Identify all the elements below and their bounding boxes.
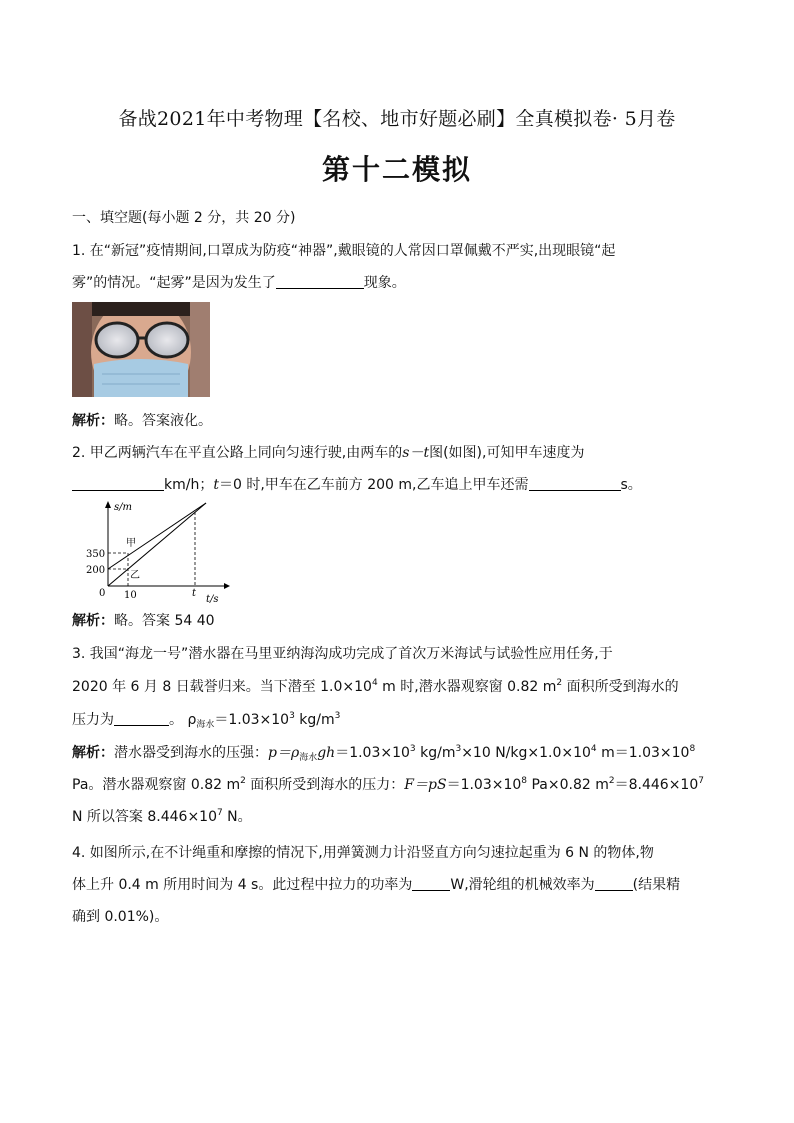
page-title: 第十二模拟 bbox=[321, 153, 472, 186]
y-axis-arrow bbox=[105, 501, 111, 508]
q3-a1-exp3: 4 bbox=[590, 744, 597, 754]
q3-a3-exp: 7 bbox=[217, 808, 223, 818]
q3-line2 bbox=[72, 676, 732, 696]
label-yi: 乙 bbox=[130, 570, 140, 581]
q1-analysis-text: 略。答案液化。 bbox=[114, 413, 212, 429]
line-yi bbox=[108, 503, 206, 586]
masked-glasses-photo bbox=[72, 302, 210, 397]
q2-answer-blank-1[interactable] bbox=[72, 476, 164, 491]
q4-answer-blank-1[interactable] bbox=[412, 876, 450, 891]
q4-text-b: W,滑轮组的机械效率为 bbox=[450, 877, 595, 893]
q3-a2-d: Pa×0.82 m bbox=[527, 777, 609, 793]
q3-a2-exp3: 2 bbox=[608, 776, 615, 786]
q1-text-a: 雾”的情况。“起雾”是因为发生了 bbox=[72, 275, 276, 291]
q3-a1-exp2: 3 bbox=[455, 744, 462, 754]
q4-text-a: 体上升 0.4 m 所用时间为 4 s。此过程中拉力的功率为 bbox=[72, 877, 413, 893]
y-axis-label: s/m bbox=[114, 502, 132, 513]
section-heading: 一、填空题(每小题 2 分，共 20 分) bbox=[72, 210, 296, 226]
q2-line2 bbox=[72, 474, 732, 494]
q3-a2-b: 面积所受到海水的压力： bbox=[245, 777, 405, 793]
q3-text-d: 压力为 bbox=[72, 712, 114, 728]
q3-a1-exp1: 3 bbox=[409, 744, 416, 754]
q3-a2-exp4: 7 bbox=[698, 776, 704, 786]
q2-text-c: km/h； bbox=[164, 477, 214, 493]
q2-text-d: ＝0 时,甲车在乙车前方 200 m,乙车追上甲车还需 bbox=[218, 477, 529, 493]
q3-a1-a: 潜水器受到海水的压强： bbox=[114, 745, 268, 761]
q3-a1-sub: 海水 bbox=[299, 753, 318, 763]
q3-text-g: kg/m bbox=[294, 712, 335, 728]
q4-line2 bbox=[72, 874, 732, 894]
q3-analysis-line1 bbox=[72, 742, 732, 762]
q3-a2-c: ＝1.03×10 bbox=[446, 777, 522, 793]
q3-a1-gh: gh bbox=[317, 745, 336, 761]
label-jia: 甲 bbox=[126, 538, 136, 549]
q3-answer-blank[interactable] bbox=[114, 711, 169, 726]
y-tick-350: 350 bbox=[86, 549, 106, 560]
q2-t-var: t bbox=[213, 477, 219, 493]
q2-answer-blank-2[interactable] bbox=[529, 476, 621, 491]
q3-a1-d: ×10 N/kg×1.0×10 bbox=[461, 745, 591, 761]
q4-line3: 确到 0.01%)。 bbox=[72, 909, 169, 925]
q2-text-a: 2. 甲乙两辆汽车在平直公路上同向匀速行驶,由两车的 bbox=[72, 445, 403, 461]
q4-line1: 4. 如图所示,在不计绳重和摩擦的情况下,用弹簧测力计沿竖直方向匀速拉起重为 6 N 的物体,物 bbox=[72, 845, 654, 861]
q3-a2-a: Pa。潜水器观察窗 0.82 m bbox=[72, 777, 241, 793]
q3-a2-formula: F＝pS bbox=[404, 777, 447, 793]
x-axis-arrow bbox=[224, 583, 230, 589]
q2-text-b: 图(如图),可知甲车速度为 bbox=[429, 445, 585, 461]
q3-a3-b: N。 bbox=[222, 809, 252, 825]
q3-text-e: 。 ρ bbox=[169, 712, 197, 728]
q3-analysis-label: 解析： bbox=[72, 745, 114, 761]
q2-s-t: s－t bbox=[402, 445, 430, 461]
q1-analysis-label: 解析： bbox=[72, 413, 114, 429]
y-tick-200: 200 bbox=[86, 565, 106, 576]
q3-a2-exp2: 8 bbox=[521, 776, 528, 786]
q3-line1: 3. 我国“海龙一号”潜水器在马里亚纳海沟成功完成了首次万米海试与试验性应用任务,于 bbox=[72, 646, 613, 662]
q2-analysis-text: 略。答案 54 40 bbox=[114, 613, 215, 629]
q3-sub-a: 海水 bbox=[196, 720, 215, 730]
q3-a2-e: ＝8.446×10 bbox=[614, 777, 699, 793]
q3-a1-e: m＝1.03×10 bbox=[596, 745, 690, 761]
q1-answer-blank[interactable] bbox=[276, 274, 364, 289]
q3-text-a: 2020 年 6 月 8 日载誉归来。当下潜至 1.0×10 bbox=[72, 679, 372, 695]
q4-answer-blank-2[interactable] bbox=[595, 876, 633, 891]
s-t-graph bbox=[84, 498, 234, 608]
q4-text-c: (结果精 bbox=[632, 877, 681, 893]
q2-analysis-label: 解析： bbox=[72, 613, 114, 629]
q1-analysis bbox=[72, 410, 732, 430]
s-t-graph-svg bbox=[84, 498, 234, 608]
photo-image bbox=[72, 302, 210, 397]
x-tick-t: t bbox=[192, 588, 197, 599]
q3-a1-b: ＝1.03×10 bbox=[335, 745, 410, 761]
q3-a2-exp1: 2 bbox=[240, 776, 246, 786]
q3-text-c: 面积所受到海水的 bbox=[562, 679, 679, 695]
q2-text-e: s。 bbox=[620, 477, 642, 493]
q2-line1 bbox=[72, 442, 732, 462]
q3-line3 bbox=[72, 709, 732, 729]
q1-line1: 1. 在“新冠”疫情期间,口罩成为防疫“神器”,戴眼镜的人常因口罩佩戴不严实,出现眼镜“起 bbox=[72, 243, 616, 259]
document-header: 备战2021年中考物理【名校、地市好题必刷】全真模拟卷· 5月卷 bbox=[118, 108, 676, 130]
q3-a1-exp4: 8 bbox=[689, 744, 696, 754]
origin-label: 0 bbox=[99, 588, 106, 599]
q2-analysis bbox=[72, 610, 732, 630]
q3-analysis-line2 bbox=[72, 774, 732, 794]
q3-exp-c: 3 bbox=[289, 711, 295, 721]
q3-analysis-line3 bbox=[72, 806, 732, 826]
q1-text-b: 现象。 bbox=[363, 275, 406, 291]
q3-a1-c: kg/m bbox=[415, 745, 456, 761]
q3-a1-formula: p＝ρ bbox=[268, 745, 300, 761]
q3-exp-d: 3 bbox=[334, 711, 341, 721]
q3-text-b: m 时,潜水器观察窗 0.82 m bbox=[377, 679, 557, 695]
q3-text-f: ＝1.03×10 bbox=[214, 712, 290, 728]
q3-a3-a: N 所以答案 8.446×10 bbox=[72, 809, 217, 825]
q1-line2 bbox=[72, 272, 732, 292]
q3-exp-b: 2 bbox=[556, 678, 563, 688]
x-tick-10: 10 bbox=[124, 590, 137, 601]
x-axis-label: t/s bbox=[206, 594, 219, 605]
q3-exp-a: 4 bbox=[371, 678, 378, 688]
